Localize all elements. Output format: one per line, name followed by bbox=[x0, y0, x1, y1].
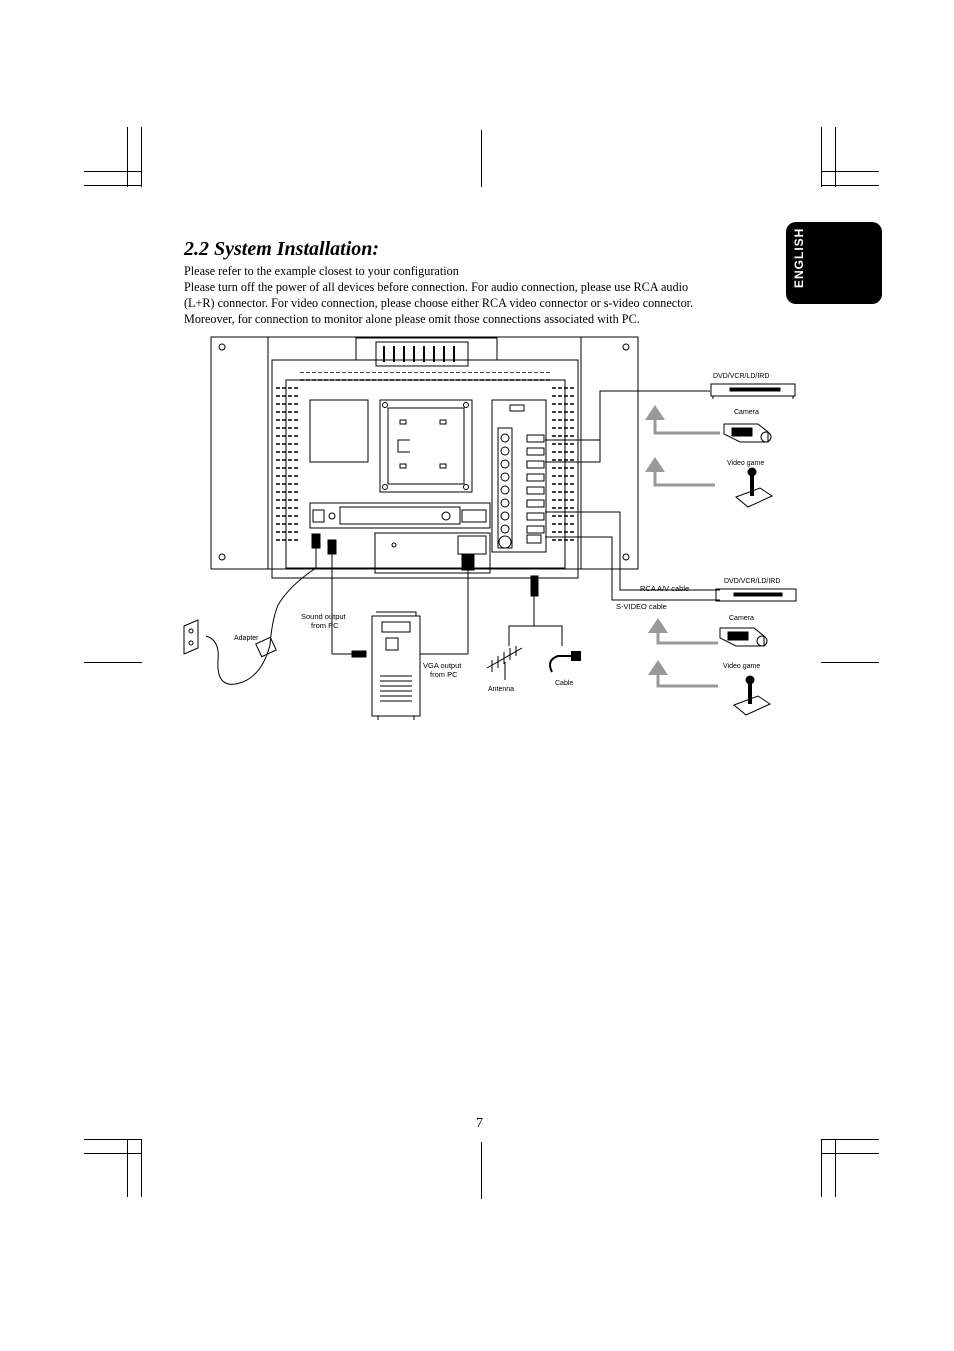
right-vents bbox=[552, 385, 574, 545]
language-tab-label: ENGLISH bbox=[792, 227, 806, 288]
label-game-bottom: Video game bbox=[723, 663, 761, 670]
arrow-top-1 bbox=[645, 405, 720, 433]
label-game-top: Video game bbox=[727, 460, 765, 467]
section-title: 2.2 System Installation: bbox=[184, 238, 380, 260]
joystick-icon bbox=[734, 676, 770, 715]
arrow-top-2 bbox=[645, 457, 715, 485]
arrow-bottom-2 bbox=[648, 660, 718, 686]
label-adapter: Adapter bbox=[234, 635, 259, 642]
dvd-player-bottom bbox=[716, 589, 796, 601]
intro-line-1: Please refer to the example closest to your configuration bbox=[184, 264, 459, 278]
left-vents bbox=[276, 385, 298, 545]
antenna-icon bbox=[487, 646, 522, 680]
label-antenna: Antenna bbox=[488, 686, 515, 693]
label-dvd-bottom: DVD/VCR/LD/IRD bbox=[724, 578, 781, 585]
camera-icon bbox=[720, 628, 767, 646]
label-dvd-top: DVD/VCR/LD/IRD bbox=[713, 373, 770, 380]
intro-line-3: (L+R) connector. For video connection, please choose either RCA video connector or s-video connector. bbox=[184, 296, 694, 310]
label-vga-output-2: from PC bbox=[430, 670, 458, 679]
joystick-icon bbox=[736, 468, 772, 507]
intro-line-2: Please turn off the power of all devices before connection. For audio connection, please use RCA audio bbox=[184, 280, 689, 294]
dvd-player-top bbox=[711, 384, 795, 399]
coax-cable-icon bbox=[550, 652, 580, 672]
pc-tower-icon bbox=[372, 612, 420, 720]
label-rca-cable: RCA A/V cable bbox=[640, 584, 690, 593]
camera-icon bbox=[724, 424, 771, 442]
antenna-cable-splitter bbox=[509, 576, 562, 646]
label-camera-top: Camera bbox=[734, 409, 759, 416]
label-sound-output-1: Sound output bbox=[301, 612, 346, 621]
sound-cable bbox=[328, 540, 366, 657]
top-vents bbox=[300, 372, 550, 382]
av-jacks bbox=[499, 434, 544, 548]
intro-line-4: Moreover, for connection to monitor alone please omit those connections associated with PC. bbox=[184, 312, 640, 326]
label-cable: Cable bbox=[555, 680, 574, 687]
monitor-panels bbox=[310, 400, 546, 573]
arrow-bottom-1 bbox=[648, 618, 718, 643]
label-svideo-cable: S-VIDEO cable bbox=[616, 602, 667, 611]
page-number: 7 bbox=[476, 1116, 483, 1131]
power-cable bbox=[206, 534, 320, 684]
label-sound-output-2: from PC bbox=[311, 621, 339, 630]
vga-cable bbox=[420, 536, 486, 654]
power-outlet-icon bbox=[184, 620, 198, 654]
label-camera-bottom: Camera bbox=[729, 615, 754, 622]
label-vga-output-1: VGA output bbox=[423, 661, 462, 670]
